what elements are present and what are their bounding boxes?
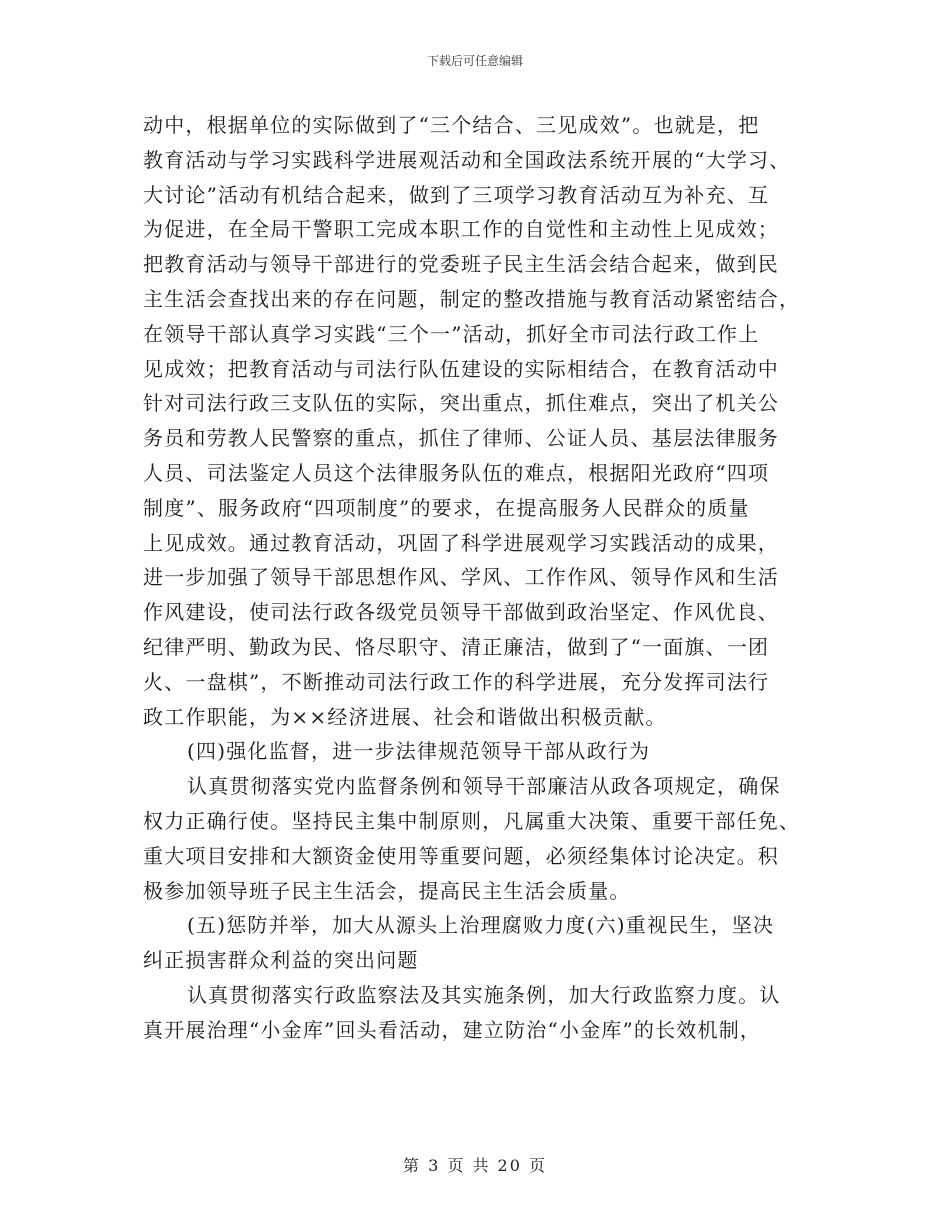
text-line: 真开展治理“小金库”回头看活动，建立防治“小金库”的长效机制， — [143, 1017, 762, 1042]
text-line: 把教育活动与领导干部进行的党委班子民主生活会结合起来，做到民 — [143, 252, 779, 277]
text-line: 在领导干部认真学习实践“三个一”活动，抓好全市司法行政工作上 — [143, 321, 760, 346]
text-line: 进一步加强了领导干部思想作风、学风、工作作风、领导作风和生活 — [143, 565, 779, 590]
text-line: 大讨论”活动有机结合起来，做到了三项学习教育活动互为补充、互 — [143, 182, 770, 207]
text-line: 人员、司法鉴定人员这个法律服务队伍的难点，根据阳光政府“四项 — [143, 460, 770, 485]
text-line: 动中，根据单位的实际做到了“三个结合、三见成效”。也就是，把 — [143, 113, 760, 137]
text-line: 认真贯彻落实党内监督条例和领导干部廉洁从政各项规定，确保 — [187, 774, 781, 799]
text-line: 权力正确行使。坚持民主集中制原则，凡属重大决策、重要干部任免、 — [143, 808, 801, 833]
document-body — [143, 108, 823, 1048]
section-heading: (五)惩防并举，加大从源头上治理腐败力度(六)重视民生，坚决 — [187, 913, 775, 938]
text-line: 重大项目安排和大额资金使用等重要问题，必须经集体讨论决定。积 — [143, 843, 779, 868]
text-line: 作风建设，使司法行政各级党员领导干部做到政治坚定、作风优良、 — [143, 600, 779, 625]
text-line: 极参加领导班子民主生活会，提高民主生活会质量。 — [143, 878, 631, 903]
text-line: 制度”、服务政府“四项制度”的要求，在提高服务人民群众的质量 — [143, 495, 750, 520]
text-line: 政工作职能，为××经济进展、社会和谐做出积极贡献。 — [143, 704, 667, 729]
text-line: 纪律严明、勤政为民、恪尽职守、清正廉洁，做到了“一面旗、一团 — [143, 634, 770, 659]
text-line: 教育活动与学习实践科学进展观活动和全国政法系统开展的“大学习、 — [143, 147, 791, 172]
page-number: 第 3 页 共 20 页 — [403, 1156, 547, 1175]
text-line: 为促进，在全局干警职工完成本职工作的自觉性和主动性上见成效； — [143, 217, 779, 242]
section-heading-continued: 纠正损害群众利益的突出问题 — [143, 948, 419, 973]
page-header: 下载后可任意编辑 — [426, 54, 523, 68]
section-heading: (四)强化监督，进一步法律规范领导干部从政行为 — [187, 739, 651, 764]
text-line: 主生活会查找出来的存在问题，制定的整改措施与教育活动紧密结合， — [143, 286, 801, 311]
text-line: 火、一盘棋”，不断推动司法行政工作的科学进展，充分发挥司法行 — [143, 669, 770, 694]
text-line: 见成效；把教育活动与司法行队伍建设的实际相结合，在教育活动中 — [143, 356, 779, 381]
text-line: 上见成效。通过教育活动，巩固了科学进展观学习实践活动的成果， — [143, 530, 779, 555]
text-line: 务员和劳教人民警察的重点，抓住了律师、公证人员、基层法律服务 — [143, 426, 779, 451]
text-line: 认真贯彻落实行政监察法及其实施条例，加大行政监察力度。认 — [187, 982, 781, 1007]
text-line: 针对司法行政三支队伍的实际，突出重点，抓住难点，突出了机关公 — [143, 391, 779, 416]
